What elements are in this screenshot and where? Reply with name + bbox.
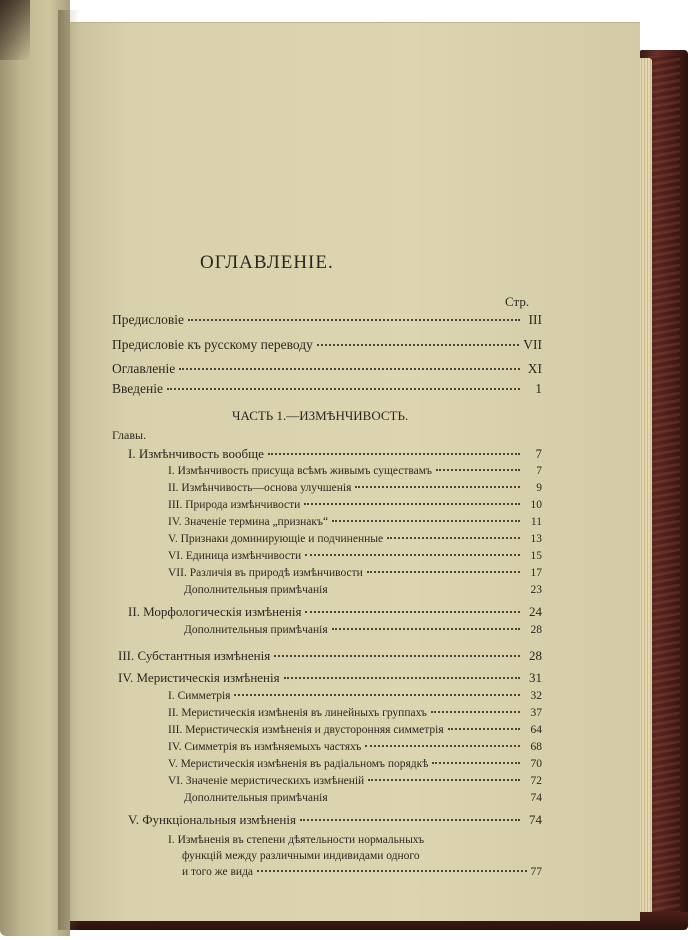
dot-leader bbox=[332, 795, 520, 798]
dot-leader bbox=[167, 387, 520, 390]
toc-entry-label: III. Природа измѣнчивости bbox=[168, 499, 301, 511]
toc-entry-label: Предисловіе bbox=[112, 312, 185, 327]
dot-leader bbox=[436, 468, 520, 471]
toc-entry-introduction bbox=[112, 381, 542, 397]
toc-section bbox=[168, 482, 542, 494]
toc-section bbox=[168, 516, 542, 528]
toc-entry-label: VI. Единица измѣнчивости bbox=[168, 550, 302, 562]
toc-entry-page: 17 bbox=[530, 567, 542, 579]
dot-leader bbox=[332, 627, 520, 630]
dot-leader bbox=[387, 536, 520, 539]
toc-entry-label: IV. Значеніе термина „признакъ“ bbox=[168, 516, 329, 528]
toc-entry-page: 10 bbox=[530, 499, 542, 511]
toc-entry-page: 64 bbox=[530, 724, 542, 736]
toc-section bbox=[168, 758, 542, 770]
toc-entry-page: 7 bbox=[536, 465, 542, 477]
toc-entry-page: 7 bbox=[535, 446, 542, 461]
toc-entry-label-line: и того же вида bbox=[182, 866, 254, 878]
toc-entry-label-line: функцій между различными индивидами одного bbox=[182, 850, 420, 862]
dot-leader bbox=[317, 343, 519, 346]
toc-entry-label-line: I. Измѣненія въ степени дѣятельности нормальныхъ bbox=[168, 834, 425, 846]
toc-entry-page: 77 bbox=[530, 866, 542, 878]
toc-entry-page: 32 bbox=[530, 690, 542, 702]
toc-section bbox=[168, 724, 542, 736]
toc-section bbox=[168, 775, 542, 787]
toc-entry-page: 37 bbox=[530, 707, 542, 719]
dot-leader bbox=[305, 610, 520, 613]
toc-entry-label: II. Меристическія измѣненія въ линейныхъ группахъ bbox=[168, 707, 427, 719]
dot-leader bbox=[431, 710, 520, 713]
toc-section bbox=[168, 741, 542, 753]
toc-section-notes bbox=[184, 792, 542, 804]
toc-entry-preface bbox=[112, 312, 542, 328]
page-column-header: Стр. bbox=[505, 294, 530, 309]
page-title: ОГЛАВЛЕНІЕ. bbox=[200, 252, 334, 273]
toc-entry-label: Оглавленіе bbox=[112, 361, 176, 376]
toc-entry-page: 74 bbox=[529, 812, 542, 827]
toc-chapter-4 bbox=[118, 670, 542, 686]
toc-entry-translation-preface bbox=[112, 337, 542, 353]
dot-leader bbox=[432, 761, 520, 764]
toc-entry-label: I. Симметрія bbox=[168, 690, 231, 702]
toc-entry-page: 11 bbox=[530, 516, 542, 528]
toc-entry-label: I. Измѣнчивость присуща всѣмъ живымъ существамъ bbox=[168, 465, 432, 477]
toc-chapter-1 bbox=[128, 446, 542, 462]
part-heading: ЧАСТЬ 1.—ИЗМѢНЧИВОСТЬ. bbox=[232, 408, 409, 423]
toc-entry-page: XI bbox=[527, 361, 542, 376]
toc-entry-page: 13 bbox=[530, 533, 542, 545]
dot-leader bbox=[188, 318, 520, 321]
dot-leader bbox=[257, 869, 526, 872]
toc-chapter-3 bbox=[118, 648, 542, 664]
left-page-corner-shadow bbox=[0, 0, 30, 60]
toc-entry-page: 68 bbox=[530, 741, 542, 753]
toc-entry-page: 28 bbox=[530, 624, 542, 636]
toc-entry-label: I. Измѣнчивость вообще bbox=[128, 446, 264, 461]
toc-entry-label: Дополнительныя примѣчанія bbox=[184, 584, 328, 596]
toc-entry-label: II. Морфологическія измѣненія bbox=[128, 604, 302, 619]
toc-entry-label: Дополнительныя примѣчанія bbox=[184, 624, 328, 636]
toc-entry-label: III. Субстантныя измѣненія bbox=[118, 648, 271, 663]
toc-entry-page: 74 bbox=[530, 792, 542, 804]
toc-entry-label: Введеніе bbox=[112, 381, 163, 396]
toc-entry-page: III bbox=[528, 312, 542, 327]
toc-entry-page: 1 bbox=[535, 381, 542, 396]
toc-entry-page: 28 bbox=[529, 648, 542, 663]
toc-section-multiline bbox=[168, 832, 542, 880]
toc-entry-page: 72 bbox=[530, 775, 542, 787]
toc-section bbox=[168, 465, 542, 477]
toc-entry-page: 23 bbox=[530, 584, 542, 596]
toc-entry-label: III. Меристическія измѣненія и двусторонняя симметрія bbox=[168, 724, 444, 736]
toc-entry-page: VII bbox=[523, 337, 542, 352]
toc-entry-label: IV. Симметрія въ измѣняемыхъ частяхъ bbox=[168, 741, 362, 753]
chapters-label: Главы. bbox=[112, 428, 147, 442]
dot-leader bbox=[304, 502, 520, 505]
toc-entry-page: 24 bbox=[529, 604, 542, 619]
toc-section bbox=[168, 499, 542, 511]
dot-leader bbox=[332, 519, 520, 522]
toc-entry-label: VII. Различія въ природѣ измѣнчивости bbox=[168, 567, 363, 579]
toc-entry-label: V. Функціональныя измѣненія bbox=[128, 812, 296, 827]
toc-entry-label: IV. Меристическія измѣненія bbox=[118, 670, 280, 685]
toc-entry-label: II. Измѣнчивость—основа улучшенія bbox=[168, 482, 352, 494]
toc-chapter-5 bbox=[128, 812, 542, 828]
dot-leader bbox=[179, 367, 520, 370]
toc-entry-label: V. Меристическія измѣненія въ радіальномъ порядкѣ bbox=[168, 758, 429, 770]
toc-entry-label: V. Признаки доминирующіе и подчиненные bbox=[168, 533, 384, 545]
dot-leader bbox=[305, 553, 520, 556]
toc-entry-label: Предисловіе къ русскому переводу bbox=[112, 337, 313, 352]
toc-section bbox=[168, 533, 542, 545]
dot-leader bbox=[355, 485, 520, 488]
toc-section bbox=[168, 550, 542, 562]
dot-leader bbox=[367, 570, 520, 573]
toc-section bbox=[168, 567, 542, 579]
dot-leader bbox=[274, 654, 520, 657]
dot-leader bbox=[368, 778, 520, 781]
toc-entry-page: 70 bbox=[530, 758, 542, 770]
toc-entry-label: VI. Значеніе меристическихъ измѣненій bbox=[168, 775, 365, 787]
toc-entry-contents bbox=[112, 361, 542, 377]
toc-section bbox=[168, 690, 542, 702]
toc-section bbox=[168, 707, 542, 719]
dot-leader bbox=[234, 693, 520, 696]
toc-entry-last-line bbox=[168, 864, 542, 880]
toc-section-notes bbox=[184, 624, 542, 636]
toc-chapter-2 bbox=[128, 604, 542, 620]
toc-section-notes bbox=[184, 584, 542, 596]
toc-entry-page: 31 bbox=[529, 670, 542, 685]
dot-leader bbox=[448, 727, 520, 730]
dot-leader bbox=[300, 818, 520, 821]
dot-leader bbox=[365, 744, 520, 747]
dot-leader bbox=[332, 587, 520, 590]
page-gutter-shadow bbox=[58, 10, 80, 930]
toc-entry-page: 9 bbox=[536, 482, 542, 494]
toc-entry-label: Дополнительныя примѣчанія bbox=[184, 792, 328, 804]
toc-entry-page: 15 bbox=[530, 550, 542, 562]
dot-leader bbox=[284, 676, 520, 679]
dot-leader bbox=[268, 452, 520, 455]
